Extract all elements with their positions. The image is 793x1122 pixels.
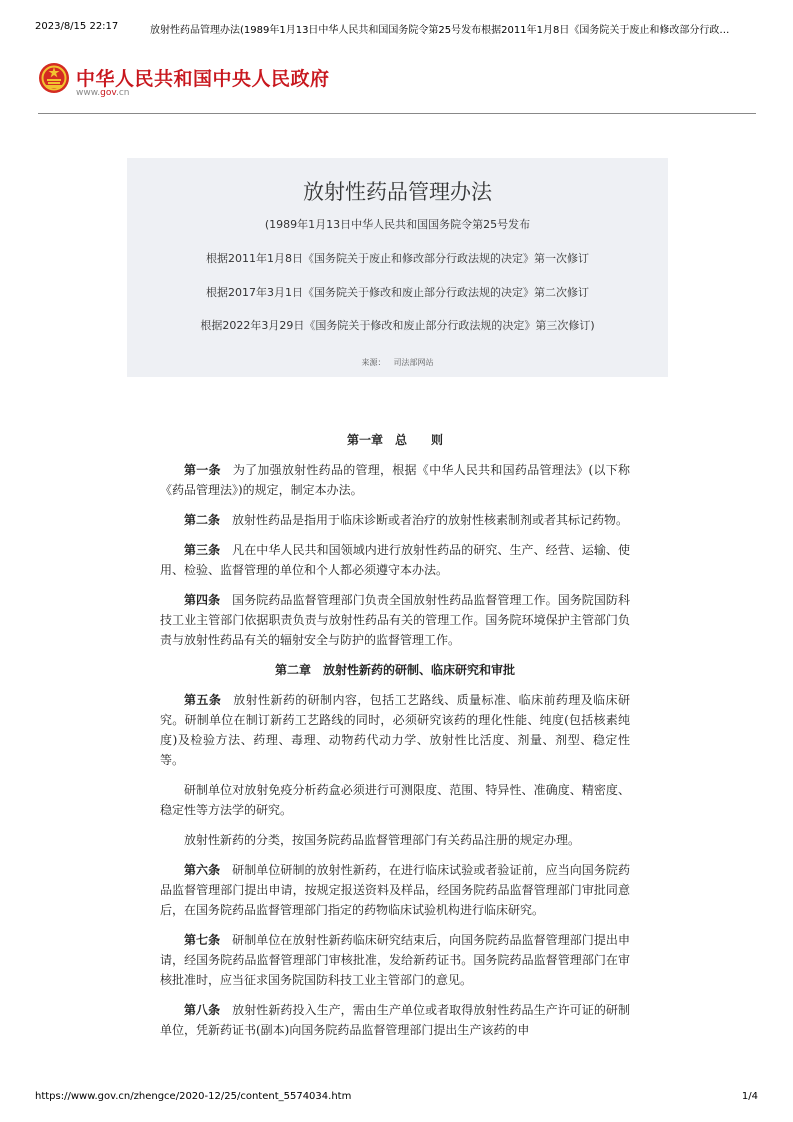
site-url — [76, 88, 130, 98]
article-text: 放射性新药投入生产，需由生产单位或者取得放射性药品生产许可证的研制单位，凭新药证书(副本)向国务院药品监督管理部门提出生产该药的申 — [160, 1003, 630, 1037]
revision-note: 根据2011年1月8日《国务院关于废止和修改部分行政法规的决定》第一次修订 — [206, 252, 589, 265]
article-paragraph — [160, 690, 630, 770]
document-title-block — [127, 158, 668, 377]
chapter-heading: 第一章 总 则 — [346, 433, 443, 447]
page-number: 1/4 — [741, 1091, 758, 1102]
article-number: 第三条 — [184, 543, 221, 557]
article-paragraph — [160, 930, 630, 990]
revision-note: 根据2022年3月29日《国务院关于修改和废止部分行政法规的决定》第三次修订) — [200, 319, 595, 332]
article-paragraph — [160, 590, 630, 650]
site-url-highlight: gov — [100, 88, 116, 98]
article-number: 第八条 — [184, 1003, 221, 1017]
print-url: https://www.gov.cn/zhengce/2020-12/25/content_5574034.htm — [35, 1091, 352, 1102]
site-url-prefix: www. — [76, 88, 101, 98]
paragraph-text: 研制单位对放射免疫分析药盒必须进行可测限度、范围、特异性、准确度、精密度、稳定性等方法学的研究。 — [160, 783, 630, 817]
site-url-suffix: .cn — [115, 88, 130, 98]
article-text: 为了加强放射性药品的管理，根据《中华人民共和国药品管理法》(以下称《药品管理法》)的规定，制定本办法。 — [160, 463, 630, 497]
document-body — [160, 430, 630, 1050]
article-text: 国务院药品监督管理部门负责全国放射性药品监督管理工作。国务院国防科技工业主管部门依据职责负责与放射性药品有关的管理工作。国务院环境保护主管部门负责与放射性药品有关的辐射安全与防护的监督管理工作。 — [160, 593, 630, 647]
article-text: 放射性新药的研制内容，包括工艺路线、质量标准、临床前药理及临床研究。研制单位在制订新药工艺路线的同时，必须研究该药的理化性能、纯度(包括核素纯度)及检验方法、药理、毒理、动物药代动力学、放射性比活度、剂量、剂型、稳定性等。 — [160, 693, 630, 767]
article-text: 研制单位在放射性新药临床研究结束后，向国务院药品监督管理部门提出申请，经国务院药品监督管理部门审核批准，发给新药证书。国务院药品监督管理部门在审核批准时，应当征求国务院国防科技工业主管部门的意见。 — [160, 933, 630, 987]
body-paragraph — [160, 780, 630, 820]
article-text: 研制单位研制的放射性新药，在进行临床试验或者验证前，应当向国务院药品监督管理部门提出申请，按规定报送资料及样品，经国务院药品监督管理部门审批同意后，在国务院药品监督管理部门指定的药物临床试验机构进行临床研究。 — [160, 863, 630, 917]
site-name: 中华人民共和国中央人民政府 — [76, 68, 330, 90]
print-date: 2023/8/15 22:17 — [35, 21, 119, 32]
header-divider — [38, 113, 756, 114]
source-line — [127, 357, 668, 368]
paragraph-text: 放射性新药的分类，按国务院药品监督管理部门有关药品注册的规定办理。 — [184, 833, 581, 847]
print-footer — [35, 1091, 758, 1102]
source-value: 司法部网站 — [393, 358, 434, 367]
article-number: 第四条 — [184, 593, 221, 607]
article-number: 第一条 — [184, 463, 221, 477]
article-number: 第五条 — [184, 693, 222, 707]
article-paragraph — [160, 510, 630, 530]
article-number: 第六条 — [184, 863, 221, 877]
print-page-title: 放射性药品管理办法(1989年1月13日中华人民共和国国务院令第25号发布根据2011年1月8日《国务院关于废止和修改部分行政… — [150, 25, 730, 36]
print-header — [0, 0, 793, 34]
article-number: 第二条 — [184, 513, 221, 527]
revision-note: 根据2017年3月1日《国务院关于修改和废止部分行政法规的决定》第二次修订 — [206, 286, 589, 299]
article-paragraph — [160, 540, 630, 580]
source-label: 来源： — [361, 358, 386, 367]
body-paragraph — [160, 830, 630, 850]
article-text: 放射性药品是指用于临床诊断或者治疗的放射性核素制剂或者其标记药物。 — [232, 513, 629, 527]
article-paragraph — [160, 1000, 630, 1040]
national-emblem-icon — [38, 62, 70, 94]
article-text: 凡在中华人民共和国领域内进行放射性药品的研究、生产、经营、运输、使用、检验、监督管理的单位和个人都必须遵守本办法。 — [160, 543, 630, 577]
revision-note: (1989年1月13日中华人民共和国国务院令第25号发布 — [264, 218, 531, 231]
article-paragraph — [160, 860, 630, 920]
article-number: 第七条 — [184, 933, 221, 947]
site-header[interactable] — [38, 60, 758, 116]
article-paragraph — [160, 460, 630, 500]
document-title: 放射性药品管理办法 — [303, 180, 492, 204]
chapter-heading: 第二章 放射性新药的研制、临床研究和审批 — [274, 663, 515, 677]
